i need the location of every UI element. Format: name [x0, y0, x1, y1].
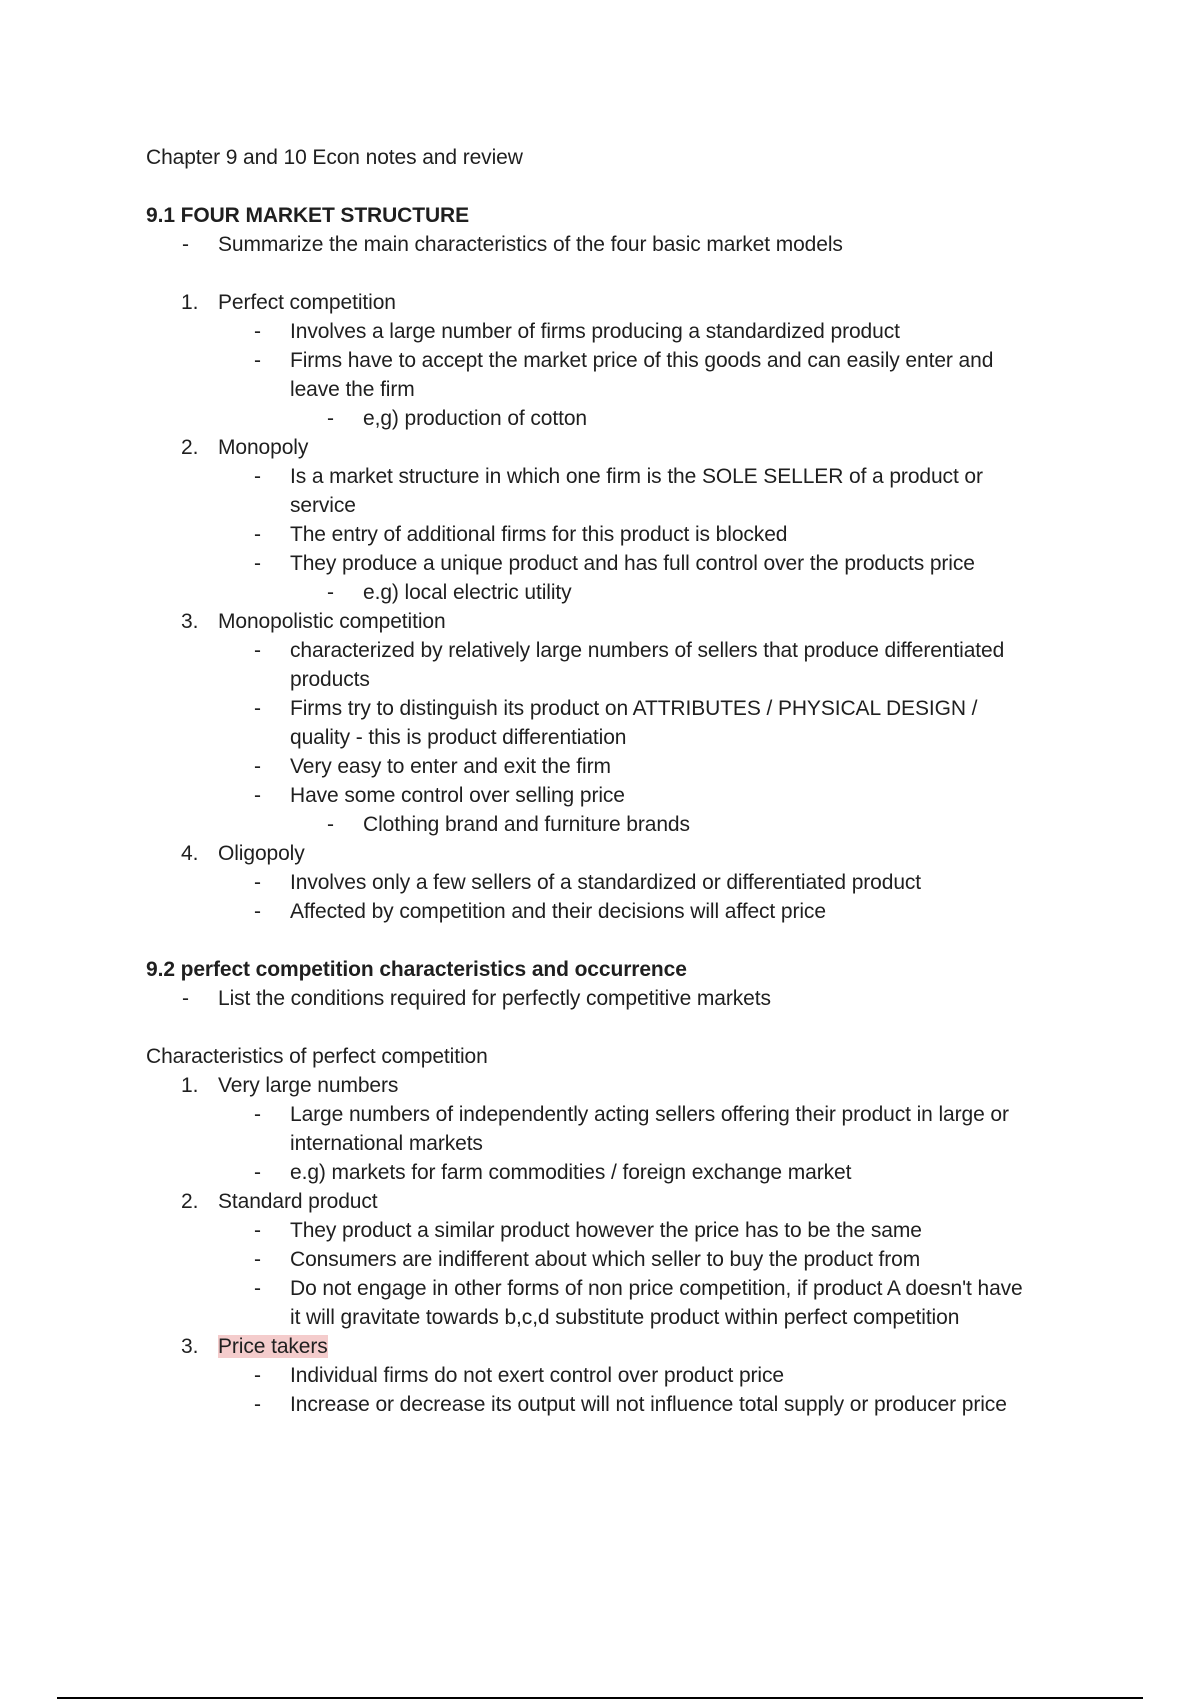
list-point-continued: products — [290, 668, 370, 691]
list-point-continued: leave the firm — [290, 378, 415, 401]
bullet-dash: - — [254, 697, 261, 720]
section-heading-9-2: 9.2 perfect competition characteristics and occurrence — [146, 958, 687, 981]
bullet-dash: - — [254, 465, 261, 488]
bullet-dash: - — [327, 813, 334, 836]
highlighted-text: Price takers — [218, 1335, 328, 1358]
list-item-label: Very large numbers — [218, 1074, 399, 1097]
bullet-dash: - — [182, 987, 189, 1010]
list-point-continued: it will gravitate towards b,c,d substitute product within perfect competition — [290, 1306, 960, 1329]
section-objective: List the conditions required for perfectly competitive markets — [218, 987, 771, 1010]
list-point: e.g) markets for farm commodities / foreign exchange market — [290, 1161, 852, 1184]
list-point: Is a market structure in which one firm is the SOLE SELLER of a product or — [290, 465, 983, 488]
subheading: Characteristics of perfect competition — [146, 1045, 488, 1068]
list-point: Affected by competition and their decisions will affect price — [290, 900, 826, 923]
list-point: Very easy to enter and exit the firm — [290, 755, 611, 778]
bullet-dash: - — [254, 900, 261, 923]
list-point: They produce a unique product and has full control over the products price — [290, 552, 975, 575]
list-point: Firms have to accept the market price of this goods and can easily enter and — [290, 349, 994, 372]
bullet-dash: - — [254, 1219, 261, 1242]
list-point: Individual firms do not exert control over product price — [290, 1364, 784, 1387]
list-point: Do not engage in other forms of non price competition, if product A doesn't have — [290, 1277, 1023, 1300]
list-point-continued: quality - this is product differentiation — [290, 726, 627, 749]
bullet-dash: - — [327, 407, 334, 430]
bullet-dash: - — [254, 639, 261, 662]
list-point: characterized by relatively large numbers of sellers that produce differentiated — [290, 639, 1005, 662]
bullet-dash: - — [254, 552, 261, 575]
list-number: 3. — [181, 1335, 199, 1358]
bullet-dash: - — [254, 755, 261, 778]
list-number: 3. — [181, 610, 199, 633]
list-number: 1. — [181, 291, 199, 314]
document-title: Chapter 9 and 10 Econ notes and review — [146, 146, 523, 169]
list-point-continued: service — [290, 494, 356, 517]
list-number: 4. — [181, 842, 199, 865]
list-item-label: Standard product — [218, 1190, 378, 1213]
bullet-dash: - — [254, 1364, 261, 1387]
list-point: Involves a large number of firms producing a standardized product — [290, 320, 900, 343]
list-item-label: Monopoly — [218, 436, 309, 459]
bullet-dash: - — [254, 1103, 261, 1126]
list-point: Involves only a few sellers of a standardized or differentiated product — [290, 871, 922, 894]
bullet-dash: - — [254, 784, 261, 807]
list-example: Clothing brand and furniture brands — [363, 813, 690, 836]
bullet-dash: - — [254, 871, 261, 894]
bullet-dash: - — [254, 320, 261, 343]
list-number: 1. — [181, 1074, 199, 1097]
section-heading-9-1: 9.1 FOUR MARKET STRUCTURE — [146, 204, 470, 227]
bullet-dash: - — [327, 581, 334, 604]
bullet-dash: - — [182, 233, 189, 256]
bullet-dash: - — [254, 1161, 261, 1184]
list-point: Consumers are indifferent about which seller to buy the product from — [290, 1248, 921, 1271]
list-point: Large numbers of independently acting sellers offering their product in large or — [290, 1103, 1009, 1126]
list-number: 2. — [181, 436, 199, 459]
list-point: Increase or decrease its output will not influence total supply or producer price — [290, 1393, 1007, 1416]
bullet-dash: - — [254, 1248, 261, 1271]
bullet-dash: - — [254, 349, 261, 372]
list-point: The entry of additional firms for this product is blocked — [290, 523, 788, 546]
section-objective: Summarize the main characteristics of the four basic market models — [218, 233, 843, 256]
list-example: e.g) local electric utility — [363, 581, 572, 604]
bullet-dash: - — [254, 1277, 261, 1300]
list-item-label — [218, 1332, 328, 1361]
list-point: They product a similar product however the price has to be the same — [290, 1219, 922, 1242]
list-example: e,g) production of cotton — [363, 407, 587, 430]
list-number: 2. — [181, 1190, 199, 1213]
list-item-label: Monopolistic competition — [218, 610, 446, 633]
bullet-dash: - — [254, 1393, 261, 1416]
footer-rule — [57, 1697, 1143, 1699]
list-item-label: Perfect competition — [218, 291, 396, 314]
bullet-dash: - — [254, 523, 261, 546]
list-point: Have some control over selling price — [290, 784, 625, 807]
list-item-label: Oligopoly — [218, 842, 305, 865]
list-point: Firms try to distinguish its product on ATTRIBUTES / PHYSICAL DESIGN / — [290, 697, 978, 720]
list-point-continued: international markets — [290, 1132, 483, 1155]
